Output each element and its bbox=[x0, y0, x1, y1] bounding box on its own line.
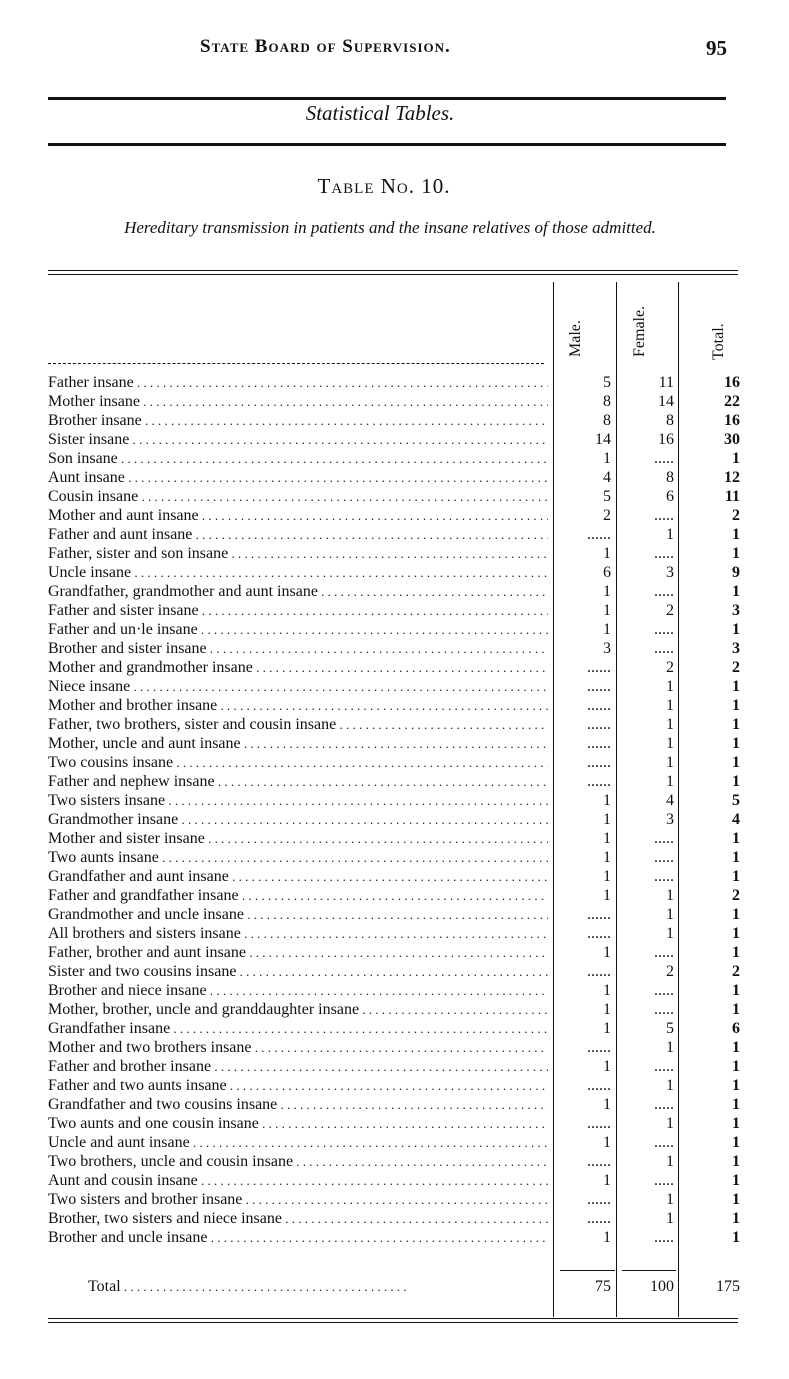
table-row bbox=[48, 715, 748, 734]
row-male: ...... bbox=[587, 1039, 611, 1056]
row-label: Grandfather and aunt insane . . . bbox=[48, 867, 548, 886]
row-female: 1 bbox=[666, 773, 674, 790]
row-male: ...... bbox=[587, 526, 611, 543]
table-row bbox=[48, 848, 748, 867]
section-rule bbox=[48, 143, 726, 146]
row-female: 2 bbox=[666, 659, 674, 676]
total-female: 100 bbox=[650, 1278, 674, 1295]
row-female: 3 bbox=[666, 811, 674, 828]
table-row bbox=[48, 373, 748, 392]
row-label: Grandmother insane . . . bbox=[48, 810, 548, 829]
row-label: Mother and sister insane . . . bbox=[48, 829, 548, 848]
row-label: Father and un·le insane . . . bbox=[48, 620, 548, 639]
table-row bbox=[48, 525, 748, 544]
table-row bbox=[48, 620, 748, 639]
total-male: 75 bbox=[595, 1278, 611, 1295]
row-label: Brother, two sisters and niece insane . . . bbox=[48, 1209, 548, 1228]
row-female: ..... bbox=[654, 545, 674, 562]
row-female: 8 bbox=[666, 412, 674, 429]
row-female: ..... bbox=[654, 1096, 674, 1113]
row-total: 16 bbox=[724, 374, 740, 391]
row-male: ...... bbox=[587, 678, 611, 695]
page-number: 95 bbox=[706, 36, 727, 60]
row-total: 2 bbox=[732, 963, 740, 980]
row-female: 1 bbox=[666, 526, 674, 543]
table-body bbox=[48, 373, 748, 1247]
row-label: Two sisters and brother insane . . . bbox=[48, 1190, 548, 1209]
row-female: 2 bbox=[666, 602, 674, 619]
row-total: 1 bbox=[732, 621, 740, 638]
row-male: 14 bbox=[595, 431, 611, 448]
total-row bbox=[48, 1276, 748, 1298]
row-label: Mother insane . . . bbox=[48, 392, 548, 411]
row-female: ..... bbox=[654, 450, 674, 467]
row-total: 1 bbox=[732, 1191, 740, 1208]
row-male: 1 bbox=[603, 868, 611, 885]
running-head: State Board of Supervision. bbox=[200, 36, 451, 57]
row-total: 1 bbox=[732, 697, 740, 714]
table-row bbox=[48, 981, 748, 1000]
row-total: 1 bbox=[732, 1172, 740, 1189]
row-female: 1 bbox=[666, 1210, 674, 1227]
table-row bbox=[48, 1095, 748, 1114]
sum-rule-male bbox=[560, 1270, 615, 1271]
row-label: Cousin insane . . . bbox=[48, 487, 548, 506]
row-male: ...... bbox=[587, 1077, 611, 1094]
table-row bbox=[48, 1038, 748, 1057]
row-female: 4 bbox=[666, 792, 674, 809]
row-total: 1 bbox=[732, 450, 740, 467]
row-total: 12 bbox=[724, 469, 740, 486]
row-label: Two sisters insane . . . bbox=[48, 791, 548, 810]
row-male: 5 bbox=[603, 488, 611, 505]
table-row bbox=[48, 639, 748, 658]
row-male: 1 bbox=[603, 583, 611, 600]
row-total: 1 bbox=[732, 735, 740, 752]
table-row bbox=[48, 867, 748, 886]
table-row bbox=[48, 582, 748, 601]
table-row bbox=[48, 449, 748, 468]
row-label: Aunt insane . . . bbox=[48, 468, 548, 487]
row-female: 1 bbox=[666, 906, 674, 923]
row-label: Two brothers, uncle and cousin insane . . . bbox=[48, 1152, 548, 1171]
row-female: ..... bbox=[654, 507, 674, 524]
row-female: 1 bbox=[666, 1115, 674, 1132]
row-male: ...... bbox=[587, 1115, 611, 1132]
row-male: 1 bbox=[603, 887, 611, 904]
row-male: 1 bbox=[603, 621, 611, 638]
table-row bbox=[48, 1133, 748, 1152]
table-row bbox=[48, 1152, 748, 1171]
row-male: ...... bbox=[587, 925, 611, 942]
row-label: Father, brother and aunt insane . . . bbox=[48, 943, 548, 962]
row-total: 1 bbox=[732, 583, 740, 600]
row-male: ...... bbox=[587, 659, 611, 676]
row-label: Brother and uncle insane . . . bbox=[48, 1228, 548, 1247]
row-male: 3 bbox=[603, 640, 611, 657]
row-male: 1 bbox=[603, 1020, 611, 1037]
row-label: Brother insane . . . bbox=[48, 411, 548, 430]
table-row bbox=[48, 753, 748, 772]
row-total: 1 bbox=[732, 1058, 740, 1075]
row-male: 8 bbox=[603, 393, 611, 410]
row-total: 4 bbox=[732, 811, 740, 828]
row-female: 16 bbox=[658, 431, 674, 448]
row-label: Sister insane . . . bbox=[48, 430, 548, 449]
row-male: ...... bbox=[587, 963, 611, 980]
row-female: 1 bbox=[666, 754, 674, 771]
table-row bbox=[48, 601, 748, 620]
table-row bbox=[48, 1057, 748, 1076]
row-female: 1 bbox=[666, 735, 674, 752]
row-female: ..... bbox=[654, 1134, 674, 1151]
row-female: ..... bbox=[654, 621, 674, 638]
row-female: 6 bbox=[666, 488, 674, 505]
row-female: ..... bbox=[654, 1229, 674, 1246]
row-label: Son insane . . . bbox=[48, 449, 548, 468]
row-label: Father and grandfather insane . . . bbox=[48, 886, 548, 905]
table-row bbox=[48, 905, 748, 924]
row-label: Mother, brother, uncle and granddaughter insane . . . bbox=[48, 1000, 548, 1019]
row-total: 1 bbox=[732, 1077, 740, 1094]
row-male: ...... bbox=[587, 735, 611, 752]
row-label: Father and brother insane . . . bbox=[48, 1057, 548, 1076]
row-male: ...... bbox=[587, 1191, 611, 1208]
section-title: Statistical Tables. bbox=[305, 101, 455, 125]
row-male: 1 bbox=[603, 1001, 611, 1018]
row-male: 1 bbox=[603, 450, 611, 467]
row-label: Mother and brother insane . . . bbox=[48, 696, 548, 715]
row-label: Brother and niece insane . . . bbox=[48, 981, 548, 1000]
row-label: Aunt and cousin insane . . . bbox=[48, 1171, 548, 1190]
row-total: 1 bbox=[732, 1001, 740, 1018]
table-row bbox=[48, 943, 748, 962]
row-male: ...... bbox=[587, 773, 611, 790]
row-male: 6 bbox=[603, 564, 611, 581]
table-row bbox=[48, 696, 748, 715]
row-female: 8 bbox=[666, 469, 674, 486]
row-label: All brothers and sisters insane . . . bbox=[48, 924, 548, 943]
row-label: Grandfather and two cousins insane . . . bbox=[48, 1095, 548, 1114]
row-total: 16 bbox=[724, 412, 740, 429]
row-male: 1 bbox=[603, 1172, 611, 1189]
row-male: 1 bbox=[603, 792, 611, 809]
row-female: ..... bbox=[654, 583, 674, 600]
row-total: 1 bbox=[732, 1115, 740, 1132]
row-total: 1 bbox=[732, 1039, 740, 1056]
row-male: ...... bbox=[587, 1210, 611, 1227]
table-row bbox=[48, 1114, 748, 1133]
row-total: 2 bbox=[732, 507, 740, 524]
table-row bbox=[48, 544, 748, 563]
row-total: 9 bbox=[732, 564, 740, 581]
row-female: 1 bbox=[666, 1077, 674, 1094]
row-male: 8 bbox=[603, 412, 611, 429]
table-row bbox=[48, 1228, 748, 1247]
table-row bbox=[48, 677, 748, 696]
table-top-double-rule bbox=[48, 270, 738, 275]
row-total: 1 bbox=[732, 944, 740, 961]
row-label: Father insane . . . bbox=[48, 373, 548, 392]
table-row bbox=[48, 392, 748, 411]
row-total: 1 bbox=[732, 925, 740, 942]
row-label: Father and two aunts insane . . . bbox=[48, 1076, 548, 1095]
row-female: 1 bbox=[666, 1191, 674, 1208]
row-total: 11 bbox=[724, 488, 740, 505]
row-female: ..... bbox=[654, 1172, 674, 1189]
table-row bbox=[48, 791, 748, 810]
row-male: 1 bbox=[603, 1096, 611, 1113]
row-total: 1 bbox=[732, 1134, 740, 1151]
row-label: Two cousins insane . . . bbox=[48, 753, 548, 772]
row-male: 1 bbox=[603, 545, 611, 562]
table-row bbox=[48, 487, 748, 506]
table-row bbox=[48, 468, 748, 487]
table-row bbox=[48, 1171, 748, 1190]
table-caption: Hereditary transmission in patients and the insane relatives of those admitted. bbox=[124, 218, 656, 237]
total-total: 175 bbox=[716, 1278, 740, 1295]
row-female: ..... bbox=[654, 849, 674, 866]
row-total: 1 bbox=[732, 982, 740, 999]
table-row bbox=[48, 1076, 748, 1095]
row-total: 1 bbox=[732, 1153, 740, 1170]
row-label: Uncle insane . . . bbox=[48, 563, 548, 582]
row-total: 1 bbox=[732, 830, 740, 847]
row-female: 1 bbox=[666, 678, 674, 695]
table-bottom-double-rule bbox=[48, 1318, 738, 1323]
row-female: 3 bbox=[666, 564, 674, 581]
row-label: Father, two brothers, sister and cousin insane . . . bbox=[48, 715, 548, 734]
table-row bbox=[48, 1000, 748, 1019]
row-female: 1 bbox=[666, 716, 674, 733]
row-label: Mother and aunt insane . . . bbox=[48, 506, 548, 525]
row-total: 1 bbox=[732, 773, 740, 790]
row-male: 1 bbox=[603, 1058, 611, 1075]
row-female: 11 bbox=[658, 374, 674, 391]
row-total: 6 bbox=[732, 1020, 740, 1037]
row-female: 1 bbox=[666, 925, 674, 942]
row-male: 1 bbox=[603, 1134, 611, 1151]
row-label: Father and sister insane . . . bbox=[48, 601, 548, 620]
top-rule bbox=[48, 97, 726, 100]
table-row bbox=[48, 1209, 748, 1228]
row-total: 30 bbox=[724, 431, 740, 448]
row-male: 4 bbox=[603, 469, 611, 486]
row-female: ..... bbox=[654, 830, 674, 847]
table-row bbox=[48, 411, 748, 430]
row-female: 5 bbox=[666, 1020, 674, 1037]
table-row bbox=[48, 1190, 748, 1209]
row-label: Grandfather, grandmother and aunt insane . . . bbox=[48, 582, 548, 601]
column-header-female: Female. bbox=[631, 305, 648, 357]
row-male: 1 bbox=[603, 811, 611, 828]
row-female: 1 bbox=[666, 697, 674, 714]
row-label: Grandfather insane . . . bbox=[48, 1019, 548, 1038]
row-label: Brother and sister insane . . . bbox=[48, 639, 548, 658]
row-total: 1 bbox=[732, 868, 740, 885]
row-total: 1 bbox=[732, 545, 740, 562]
row-male: ...... bbox=[587, 697, 611, 714]
row-female: ..... bbox=[654, 640, 674, 657]
column-header-male: Male. bbox=[567, 320, 584, 357]
row-male: 2 bbox=[603, 507, 611, 524]
table-row bbox=[48, 772, 748, 791]
row-total: 1 bbox=[732, 526, 740, 543]
row-total: 1 bbox=[732, 678, 740, 695]
row-total: 22 bbox=[724, 393, 740, 410]
row-female: ..... bbox=[654, 944, 674, 961]
row-total: 3 bbox=[732, 640, 740, 657]
row-label: Sister and two cousins insane . . . bbox=[48, 962, 548, 981]
table-row bbox=[48, 962, 748, 981]
row-male: ...... bbox=[587, 1153, 611, 1170]
row-total: 1 bbox=[732, 906, 740, 923]
table-row bbox=[48, 886, 748, 905]
row-male: ...... bbox=[587, 754, 611, 771]
column-header-total: Total. bbox=[710, 323, 727, 360]
row-label: Niece insane . . . bbox=[48, 677, 548, 696]
row-female: ..... bbox=[654, 868, 674, 885]
row-female: ..... bbox=[654, 1058, 674, 1075]
row-label: Uncle and aunt insane . . . bbox=[48, 1133, 548, 1152]
row-total: 1 bbox=[732, 716, 740, 733]
table-row bbox=[48, 563, 748, 582]
table-row bbox=[48, 734, 748, 753]
table-title: Table No. 10. bbox=[317, 174, 451, 198]
row-male: 1 bbox=[603, 849, 611, 866]
table-row bbox=[48, 924, 748, 943]
row-label: Mother and two brothers insane . . . bbox=[48, 1038, 548, 1057]
row-female: 1 bbox=[666, 887, 674, 904]
row-male: ...... bbox=[587, 716, 611, 733]
row-total: 3 bbox=[732, 602, 740, 619]
row-female: 1 bbox=[666, 1153, 674, 1170]
row-total: 1 bbox=[732, 1210, 740, 1227]
row-male: ...... bbox=[587, 906, 611, 923]
row-total: 2 bbox=[732, 887, 740, 904]
row-total: 1 bbox=[732, 1229, 740, 1246]
row-female: 14 bbox=[658, 393, 674, 410]
total-label: Total . . . bbox=[88, 1276, 548, 1298]
row-male: 1 bbox=[603, 1229, 611, 1246]
row-label: Father and nephew insane . . . bbox=[48, 772, 548, 791]
row-label: Father, sister and son insane . . . bbox=[48, 544, 548, 563]
row-total: 2 bbox=[732, 659, 740, 676]
row-label: Mother and grandmother insane . . . bbox=[48, 658, 548, 677]
row-female: ..... bbox=[654, 1001, 674, 1018]
row-female: ..... bbox=[654, 982, 674, 999]
header-separator bbox=[48, 363, 544, 364]
table-row bbox=[48, 658, 748, 677]
row-total: 1 bbox=[732, 754, 740, 771]
row-label: Grandmother and uncle insane . . . bbox=[48, 905, 548, 924]
table-row bbox=[48, 829, 748, 848]
table-row bbox=[48, 810, 748, 829]
row-total: 5 bbox=[732, 792, 740, 809]
row-male: 1 bbox=[603, 830, 611, 847]
row-male: 1 bbox=[603, 944, 611, 961]
row-label: Two aunts insane . . . bbox=[48, 848, 548, 867]
row-male: 5 bbox=[603, 374, 611, 391]
row-female: 2 bbox=[666, 963, 674, 980]
row-label: Two aunts and one cousin insane . . . bbox=[48, 1114, 548, 1133]
table-row bbox=[48, 430, 748, 449]
sum-rule-female bbox=[622, 1270, 676, 1271]
row-total: 1 bbox=[732, 849, 740, 866]
row-label: Mother, uncle and aunt insane . . . bbox=[48, 734, 548, 753]
row-label: Father and aunt insane . . . bbox=[48, 525, 548, 544]
row-male: 1 bbox=[603, 982, 611, 999]
row-total: 1 bbox=[732, 1096, 740, 1113]
table-row bbox=[48, 506, 748, 525]
table-row bbox=[48, 1019, 748, 1038]
row-male: 1 bbox=[603, 602, 611, 619]
row-female: 1 bbox=[666, 1039, 674, 1056]
